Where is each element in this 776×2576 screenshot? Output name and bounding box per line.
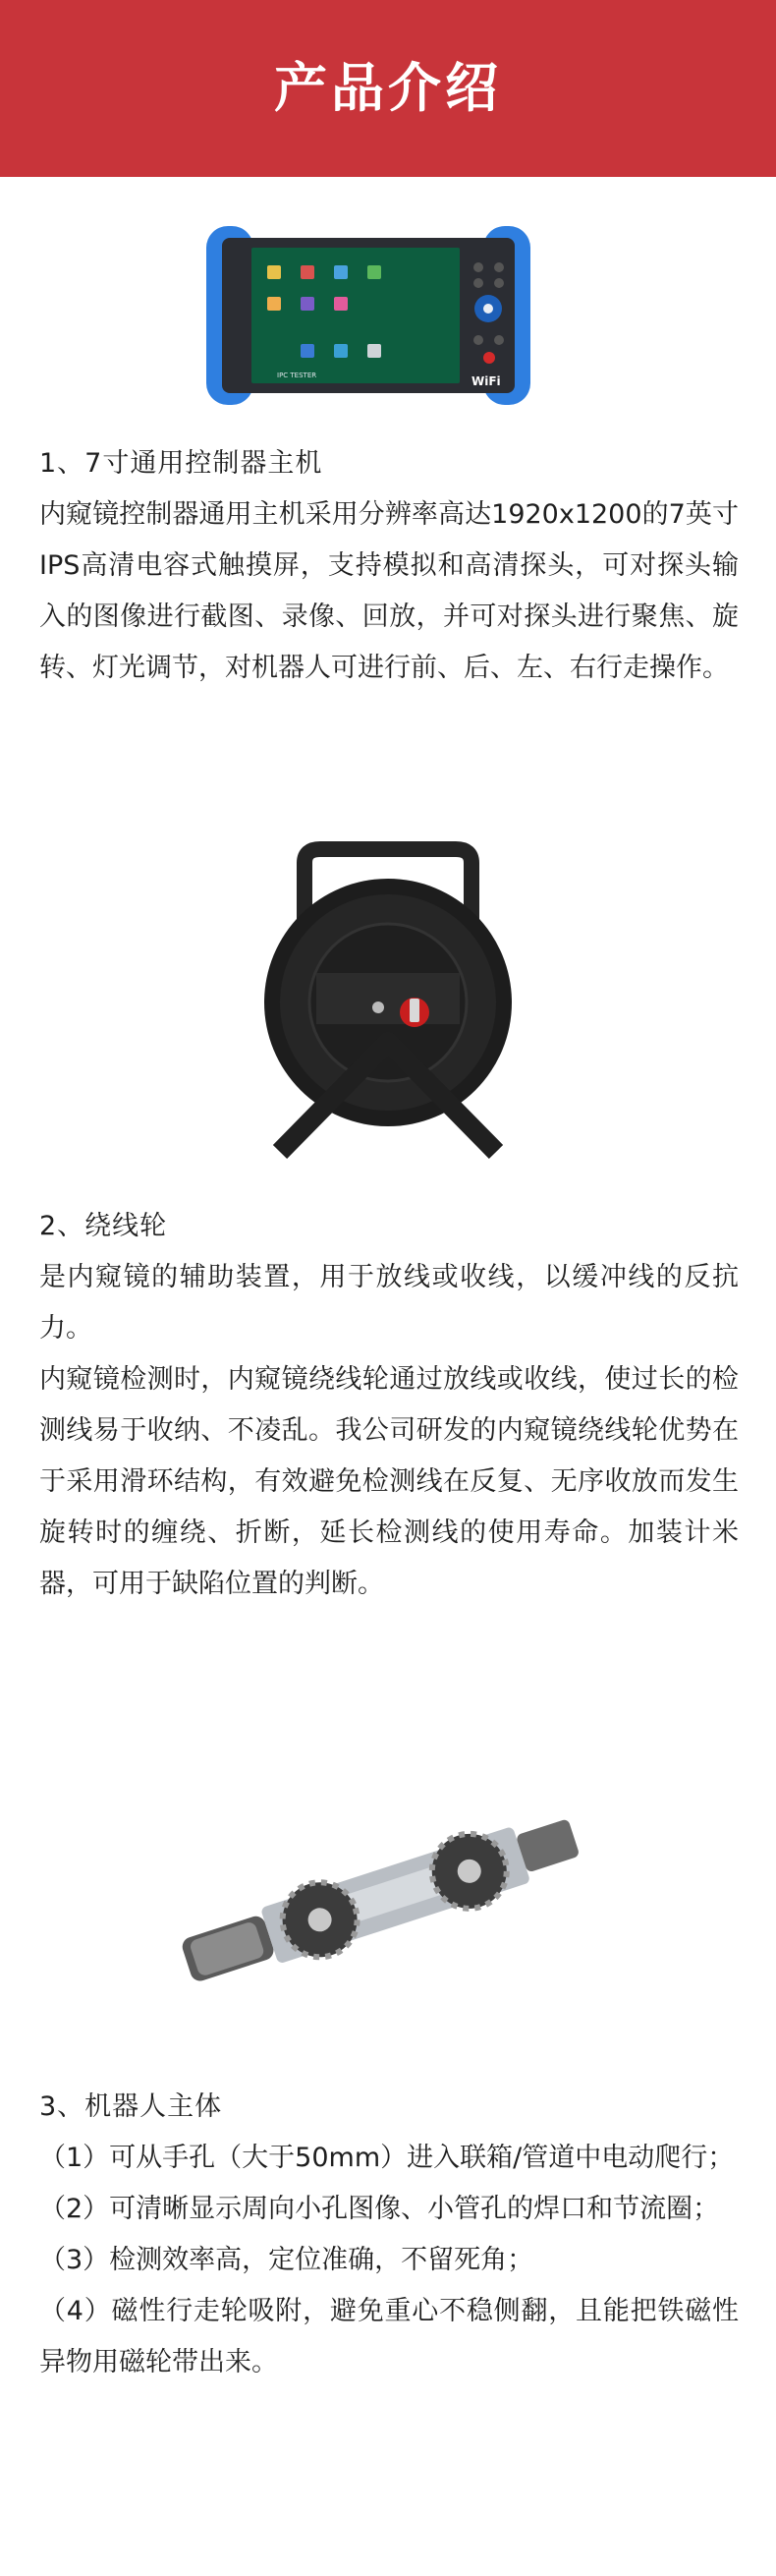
section-body-reel-2: 内窥镜检测时，内窥镜绕线轮通过放线或收线，使过长的检测线易于收纳、不凌乱。我公司研发的内窥镜绕线轮优势在于采用滑环结构，有效避免检测线在反复、无序收放而发生旋转时的缠绕、折断，延长检测线的使用寿命。加装计米器，可用于缺陷位置的判断。 [39, 1364, 739, 1599]
robot-crawler-image [167, 1789, 599, 1995]
robot-feature-item: （1）可从手孔（大于50mm）进入联箱/管道中电动爬行； [39, 2143, 735, 2173]
section-title-reel: 2、绕线轮 [39, 1211, 168, 1241]
section-title-robot: 3、机器人主体 [39, 2091, 223, 2122]
section-controller [39, 438, 739, 694]
controller-device-image [206, 218, 530, 413]
section-body-controller: 内窥镜控制器通用主机采用分辨率高达1920x1200的7英寸IPS高清电容式触摸屏，支持模拟和高清探头，可对探头输入的图像进行截图、录像、回放，并可对探头进行聚焦、旋转、灯光调节，对机器人可进行前、后、左、右行走操作。 [39, 499, 739, 683]
section-title-controller: 1、7寸通用控制器主机 [39, 448, 323, 479]
section-body-reel-1: 是内窥镜的辅助装置，用于放线或收线，以缓冲线的反抗力。 [39, 1262, 739, 1344]
device-brand-label: IPC TESTER [277, 372, 317, 379]
cable-reel-image [246, 835, 530, 1160]
robot-feature-item: （4）磁性行走轮吸附，避免重心不稳侧翻，且能把铁磁性异物用磁轮带出来。 [39, 2296, 739, 2377]
header-banner [0, 0, 776, 177]
robot-feature-item: （2）可清晰显示周向小孔图像、小管孔的焊口和节流圈； [39, 2194, 720, 2224]
robot-feature-item: （3）检测效率高，定位准确，不留死角； [39, 2245, 534, 2275]
reel-slip-ring-knob [400, 998, 429, 1027]
device-wifi-badge: WiFi [471, 374, 501, 388]
robot-cable-connector [516, 1818, 581, 1872]
section-reel [39, 1201, 739, 1610]
page-title: 产品介绍 [274, 57, 502, 119]
section-robot [39, 2082, 739, 2388]
